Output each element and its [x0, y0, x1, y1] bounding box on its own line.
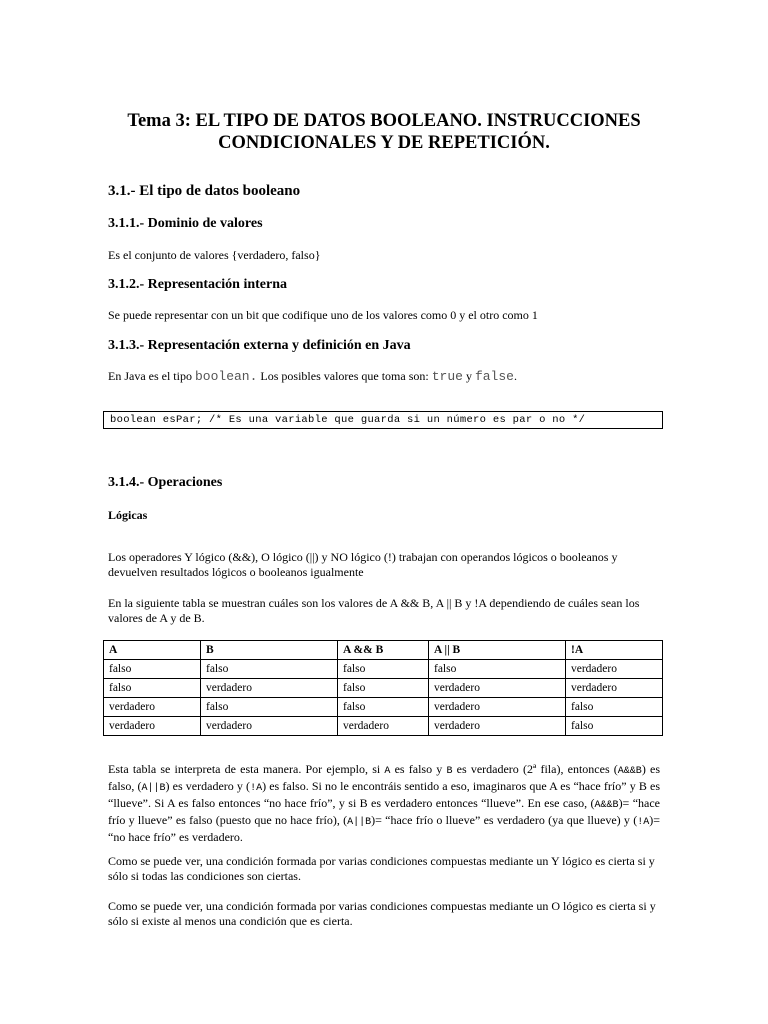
heading-3-1-1: 3.1.1.- Dominio de valores	[108, 216, 263, 231]
title-line-1: Tema 3: EL TIPO DE DATOS BOOLEANO. INSTRUCCIONES	[127, 111, 641, 131]
table-header: A || B	[429, 641, 566, 660]
heading-3-1-2: 3.1.2.- Representación interna	[108, 277, 287, 292]
heading-3-1: 3.1.- El tipo de datos booleano	[108, 183, 301, 199]
title-line-2: CONDICIONALES Y DE REPETICIÓN.	[218, 133, 550, 153]
table-cell: verdadero	[104, 717, 201, 736]
table-cell: falso	[566, 698, 663, 717]
table-cell: verdadero	[566, 679, 663, 698]
explain-text: es verdadero (2ª fila), entonces (	[452, 762, 618, 776]
table-cell: falso	[338, 679, 429, 698]
table-cell: verdadero	[566, 660, 663, 679]
explain-text: ) es falso. Si no le encontráis sentido a eso, imaginaros que A es “hace frío” y B es “llueve”. Si A es falso entonces “no hace frío”, y si B es verdadero entonces “llueve”. En ese caso, (	[108, 779, 660, 810]
paragraph-o-logico: Como se puede ver, una condición formada por varias condiciones compuestas mediante un O lógico es cierta si y sólo si existe al menos una condición que es cierta.	[108, 899, 656, 928]
table-cell: falso	[104, 660, 201, 679]
code-inline: !A	[637, 817, 650, 828]
explain-text: es falso y	[390, 762, 447, 776]
table-cell: verdadero	[429, 717, 566, 736]
java-text-c: y	[462, 369, 475, 383]
code-true: true	[431, 369, 463, 384]
explain-text: Esta tabla se interpreta de esta manera. Por ejemplo, si	[108, 762, 385, 776]
explain-text: ) es verdadero y (	[165, 779, 251, 793]
paragraph-java-type	[108, 369, 660, 384]
code-boolean: boolean.	[194, 369, 258, 384]
table-cell: falso	[338, 698, 429, 717]
table-row	[104, 679, 663, 698]
code-example-box: boolean esPar; /* Es una variable que guarda si un número es par o no */	[103, 411, 663, 429]
table-row	[104, 717, 663, 736]
subheading-logicas: Lógicas	[108, 508, 148, 522]
paragraph-operadores: Los operadores Y lógico (&&), O lógico (||) y NO lógico (!) trabajan con operandos lógicos o booleanos y devuelven resultados lógicos o booleanos igualmente	[108, 550, 618, 579]
explain-text: )= “hace frío o llueve” es verdadero (ya que llueve) y (	[371, 813, 638, 827]
table-cell: falso	[201, 698, 338, 717]
table-header: A && B	[338, 641, 429, 660]
java-text-b: Los posibles valores que toma son:	[257, 369, 432, 383]
paragraph-y-logico: Como se puede ver, una condición formada por varias condiciones compuestas mediante un Y lógico es cierta si y sólo si todas las condiciones son ciertas.	[108, 854, 655, 883]
table-header-row	[104, 641, 663, 660]
code-false: false	[474, 369, 514, 384]
table-cell: verdadero	[338, 717, 429, 736]
paragraph-tabla-intro: En la siguiente tabla se muestran cuáles son los valores de A && B, A || B y !A dependiendo de cuáles sean los valores de A y de B.	[108, 596, 640, 625]
table-cell: falso	[338, 660, 429, 679]
heading-3-1-3: 3.1.3.- Representación externa y definición en Java	[108, 338, 411, 353]
code-inline: A||B	[347, 817, 372, 828]
table-header: B	[201, 641, 338, 660]
java-text-a: En Java es el tipo	[108, 369, 195, 383]
truth-table	[103, 640, 663, 736]
document-title	[0, 110, 768, 154]
paragraph-dominio: Es el conjunto de valores {verdadero, falso}	[108, 248, 321, 262]
java-text-d: .	[513, 369, 517, 383]
table-row	[104, 698, 663, 717]
paragraph-explicacion	[108, 762, 660, 845]
table-cell: verdadero	[104, 698, 201, 717]
table-cell: verdadero	[201, 679, 338, 698]
table-cell: verdadero	[429, 698, 566, 717]
table-cell: falso	[201, 660, 338, 679]
code-inline: A&&B	[594, 800, 619, 811]
explain-text: )= “no hace frío” es verdadero.	[108, 813, 660, 844]
code-inline: A	[384, 766, 391, 777]
paragraph-representacion-interna: Se puede representar con un bit que codifique uno de los valores como 0 y el otro como 1	[108, 308, 538, 322]
table-header: A	[104, 641, 201, 660]
table-header: !A	[566, 641, 663, 660]
code-inline: A&&B	[617, 766, 642, 777]
table-cell: falso	[104, 679, 201, 698]
heading-3-1-4: 3.1.4.- Operaciones	[108, 475, 223, 490]
table-cell: falso	[429, 660, 566, 679]
code-inline: B	[446, 766, 453, 777]
table-cell: verdadero	[429, 679, 566, 698]
explain-text: ) es falso, (	[108, 762, 660, 793]
table-row	[104, 660, 663, 679]
code-inline: !A	[250, 783, 263, 794]
explain-text: )= “hace frío y llueve” es falso (puesto que no hace frío), (	[108, 796, 661, 827]
code-inline: A||B	[141, 783, 166, 794]
table-cell: verdadero	[201, 717, 338, 736]
table-cell: falso	[566, 717, 663, 736]
